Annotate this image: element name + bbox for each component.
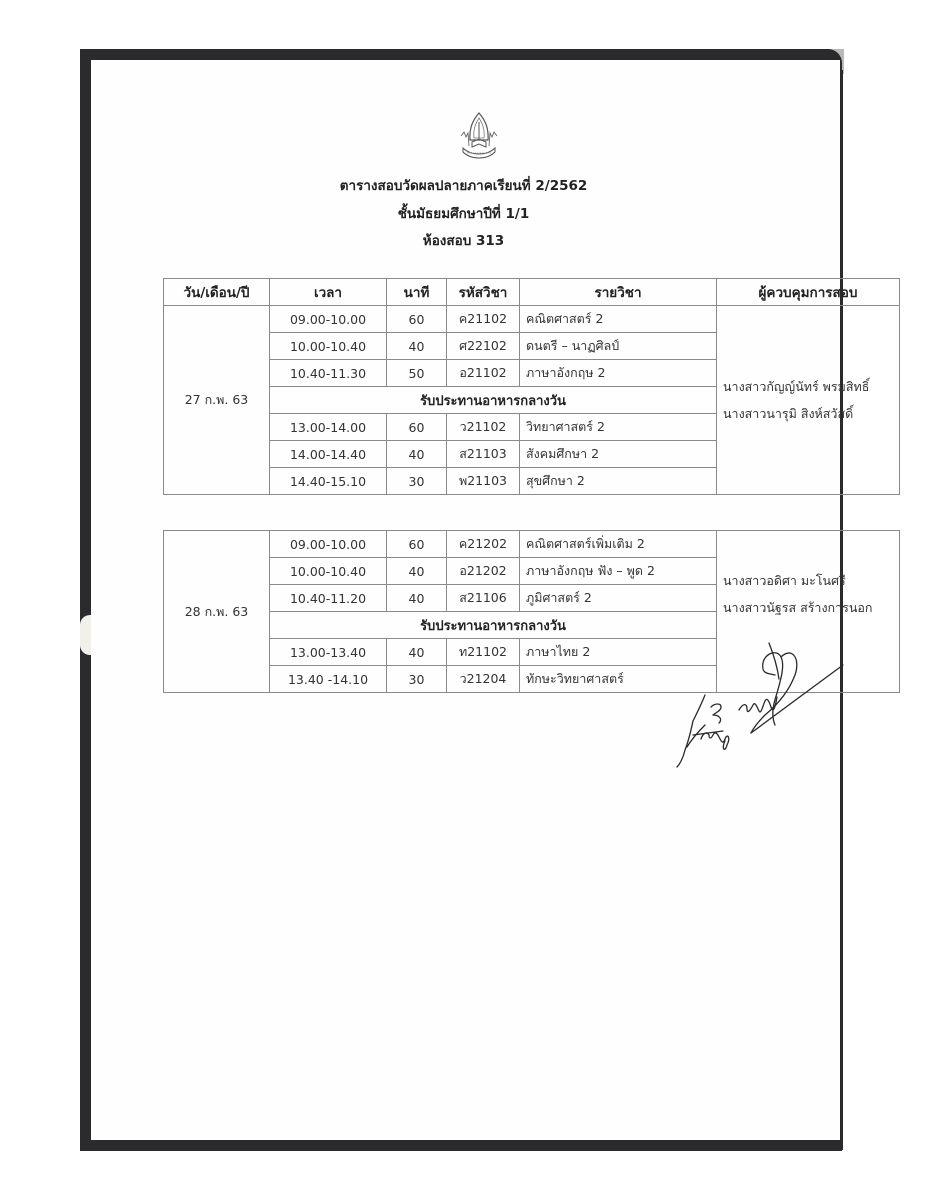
exam-minutes: 60 [387,306,447,333]
grade-level: ชั้นมัธยมศึกษาปีที่ 1/1 [397,206,530,222]
exam-minutes: 40 [387,333,447,360]
header-minutes: นาที [387,279,447,306]
subject-code: ส21103 [447,441,520,468]
subject-code: พ21103 [447,468,520,495]
proctor-name: นางสาวนัฐรส สร้างการนอก [723,599,873,615]
exam-time: 09.00-10.00 [270,531,387,558]
exam-time: 13.40 -14.10 [270,666,387,693]
subject-name: สังคมศึกษา 2 [520,441,717,468]
school-emblem-icon [455,110,503,162]
exam-time: 13.00-13.40 [270,639,387,666]
exam-time: 14.00-14.40 [270,441,387,468]
exam-minutes: 50 [387,360,447,387]
exam-time: 10.40-11.20 [270,585,387,612]
exam-time: 10.00-10.40 [270,333,387,360]
subject-name: สุขศึกษา 2 [520,468,717,495]
subject-code: อ21202 [447,558,520,585]
subject-code: ค21102 [447,306,520,333]
exam-minutes: 30 [387,468,447,495]
lunch-break: รับประทานอาหารกลางวัน [270,387,717,414]
header-proctor: ผู้ควบคุมการสอบ [717,279,900,306]
subject-name: ภูมิศาสตร์ 2 [520,585,717,612]
document-title: ตารางสอบวัดผลปลายภาคเรียนที่ 2/2562 [339,178,588,194]
exam-time: 09.00-10.00 [270,306,387,333]
header-time: เวลา [270,279,387,306]
exam-minutes: 40 [387,558,447,585]
exam-time: 10.00-10.40 [270,558,387,585]
exam-minutes: 40 [387,585,447,612]
exam-date: 28 ก.พ. 63 [164,531,270,693]
subject-code: อ21102 [447,360,520,387]
exam-minutes: 60 [387,531,447,558]
proctor-name: นางสาวนารุมิ สิงห์สวัสดิ์ [723,406,854,421]
exam-minutes: 60 [387,414,447,441]
exam-time: 10.40-11.30 [270,360,387,387]
exam-time: 14.40-15.10 [270,468,387,495]
subject-name: ทักษะวิทยาศาสตร์ [520,666,717,693]
table-row [164,531,900,558]
proctor-cell [717,306,900,495]
subject-name: ภาษาไทย 2 [520,639,717,666]
exam-time: 13.00-14.00 [270,414,387,441]
header-date: วัน/เดือน/ปี [164,279,270,306]
proctor-name: นางสาวกัญญ์นัทร์ พรมสิทธิ์ [723,379,870,394]
proctor-name: นางสาวอดิศา มะโนศรี [723,572,846,588]
subject-name: ภาษาอังกฤษ ฟัง – พูด 2 [520,558,717,585]
exam-minutes: 40 [387,639,447,666]
subject-name: ดนตรี – นาฏศิลป์ [520,333,717,360]
subject-code: ส21106 [447,585,520,612]
subject-code: ค21202 [447,531,520,558]
subject-code: ว21102 [447,414,520,441]
table-header-row [164,279,900,306]
subject-code: ว21204 [447,666,520,693]
subject-name: ภาษาอังกฤษ 2 [520,360,717,387]
subject-name: คณิตศาสตร์เพิ่มเติม 2 [520,531,717,558]
exam-minutes: 30 [387,666,447,693]
subject-code: ท21102 [447,639,520,666]
subject-name: คณิตศาสตร์ 2 [520,306,717,333]
lunch-break: รับประทานอาหารกลางวัน [270,612,717,639]
header-code: รหัสวิชา [447,279,520,306]
exam-room: ห้องสอบ 313 [422,233,505,249]
subject-code: ศ22102 [447,333,520,360]
exam-date: 27 ก.พ. 63 [164,306,270,495]
exam-schedule-table-day1 [163,278,900,495]
exam-minutes: 40 [387,441,447,468]
header-subject: รายวิชา [520,279,717,306]
table-row [164,306,900,333]
handwritten-signature [665,635,845,770]
subject-name: วิทยาศาสตร์ 2 [520,414,717,441]
